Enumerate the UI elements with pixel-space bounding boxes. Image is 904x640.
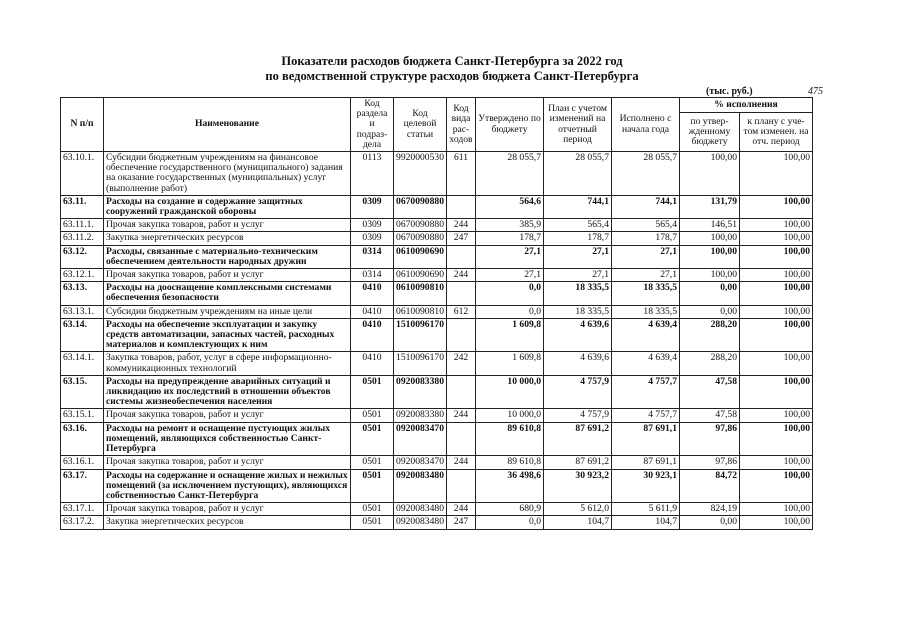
row-approved: 0,0 bbox=[476, 282, 544, 305]
row-name: Расходы на предупреждение аварийных ситуаций и ликвидацию их последствий в отношении объектов системы жизнеобеспечения населения bbox=[104, 375, 351, 409]
row-name: Закупка товаров, работ, услуг в сфере информационно-коммуникационных технологий bbox=[104, 352, 351, 375]
row-section: 0314 bbox=[351, 245, 394, 268]
row-pct-plan: 100,00 bbox=[740, 219, 813, 232]
row-num: 63.13.1. bbox=[61, 305, 104, 318]
row-pct-approved: 100,00 bbox=[680, 245, 740, 268]
row-executed: 104,7 bbox=[612, 516, 680, 529]
row-target: 0670090880 bbox=[394, 195, 447, 218]
row-executed: 5 611,9 bbox=[612, 503, 680, 516]
row-executed: 4 639,4 bbox=[612, 318, 680, 352]
table-row bbox=[61, 352, 813, 375]
row-pct-plan: 100,00 bbox=[740, 456, 813, 469]
row-approved: 385,9 bbox=[476, 219, 544, 232]
budget-table bbox=[60, 97, 813, 530]
row-type bbox=[447, 375, 476, 409]
row-type bbox=[447, 245, 476, 268]
row-num: 63.16.1. bbox=[61, 456, 104, 469]
row-pct-approved: 100,00 bbox=[680, 232, 740, 245]
row-pct-plan: 100,00 bbox=[740, 422, 813, 456]
row-name: Расходы на создание и содержание защитных сооружений гражданской обороны bbox=[104, 195, 351, 218]
row-type bbox=[447, 282, 476, 305]
row-section: 0501 bbox=[351, 456, 394, 469]
row-plan: 4 757,9 bbox=[544, 409, 612, 422]
row-section: 0501 bbox=[351, 469, 394, 503]
row-pct-plan: 100,00 bbox=[740, 352, 813, 375]
row-target: 1510096170 bbox=[394, 318, 447, 352]
row-type: 244 bbox=[447, 409, 476, 422]
row-section: 0501 bbox=[351, 409, 394, 422]
row-name: Расходы на ремонт и оснащение пустующих жилых помещений, являющихся собственностью Санкт-Петербурга bbox=[104, 422, 351, 456]
row-plan: 4 757,9 bbox=[544, 375, 612, 409]
table-row bbox=[61, 219, 813, 232]
row-pct-approved: 100,00 bbox=[680, 152, 740, 196]
header-pct-approved: по утвер-жденному бюджету bbox=[680, 113, 740, 152]
row-pct-plan: 100,00 bbox=[740, 409, 813, 422]
row-pct-plan: 100,00 bbox=[740, 152, 813, 196]
row-executed: 87 691,1 bbox=[612, 422, 680, 456]
row-section: 0309 bbox=[351, 232, 394, 245]
row-name: Субсидии бюджетным учреждениям на иные цели bbox=[104, 305, 351, 318]
row-num: 63.12. bbox=[61, 245, 104, 268]
row-name: Расходы на дооснащение комплексными системами обеспечения безопасности bbox=[104, 282, 351, 305]
header-pct-group: % исполнения bbox=[680, 98, 813, 113]
row-type bbox=[447, 195, 476, 218]
row-type bbox=[447, 469, 476, 503]
row-name: Прочая закупка товаров, работ и услуг bbox=[104, 269, 351, 282]
row-executed: 30 923,1 bbox=[612, 469, 680, 503]
row-num: 63.11.2. bbox=[61, 232, 104, 245]
row-approved: 89 610,8 bbox=[476, 456, 544, 469]
row-plan: 744,1 bbox=[544, 195, 612, 218]
header-type: Код вида рас-ходов bbox=[447, 98, 476, 152]
row-pct-approved: 824,19 bbox=[680, 503, 740, 516]
row-plan: 87 691,2 bbox=[544, 422, 612, 456]
row-plan: 565,4 bbox=[544, 219, 612, 232]
row-num: 63.17.2. bbox=[61, 516, 104, 529]
row-executed: 18 335,5 bbox=[612, 305, 680, 318]
table-row bbox=[61, 245, 813, 268]
row-section: 0501 bbox=[351, 503, 394, 516]
row-name: Закупка энергетических ресурсов bbox=[104, 516, 351, 529]
row-pct-plan: 100,00 bbox=[740, 469, 813, 503]
table-row bbox=[61, 305, 813, 318]
row-name: Прочая закупка товаров, работ и услуг bbox=[104, 503, 351, 516]
row-approved: 28 055,7 bbox=[476, 152, 544, 196]
row-section: 0309 bbox=[351, 195, 394, 218]
row-section: 0113 bbox=[351, 152, 394, 196]
row-approved: 10 000,0 bbox=[476, 409, 544, 422]
row-name: Субсидии бюджетным учреждениям на финансовое обеспечение государственного (муниципального) задания на оказание государственных (муниципальных) услуг (выполнение работ) bbox=[104, 152, 351, 196]
row-approved: 1 609,8 bbox=[476, 352, 544, 375]
row-num: 63.17. bbox=[61, 469, 104, 503]
row-executed: 4 757,7 bbox=[612, 409, 680, 422]
row-target: 0610090690 bbox=[394, 269, 447, 282]
header-approved: Утверждено по бюджету bbox=[476, 98, 544, 152]
row-approved: 36 498,6 bbox=[476, 469, 544, 503]
row-plan: 87 691,2 bbox=[544, 456, 612, 469]
table-row bbox=[61, 195, 813, 218]
row-target: 0920083480 bbox=[394, 503, 447, 516]
row-num: 63.15. bbox=[61, 375, 104, 409]
row-pct-approved: 47,58 bbox=[680, 409, 740, 422]
row-name: Закупка энергетических ресурсов bbox=[104, 232, 351, 245]
row-name: Прочая закупка товаров, работ и услуг bbox=[104, 219, 351, 232]
row-pct-plan: 100,00 bbox=[740, 245, 813, 268]
table-row bbox=[61, 375, 813, 409]
row-plan: 5 612,0 bbox=[544, 503, 612, 516]
row-section: 0410 bbox=[351, 282, 394, 305]
row-name: Прочая закупка товаров, работ и услуг bbox=[104, 456, 351, 469]
row-section: 0410 bbox=[351, 352, 394, 375]
row-num: 63.14.1. bbox=[61, 352, 104, 375]
row-approved: 10 000,0 bbox=[476, 375, 544, 409]
row-name: Прочая закупка товаров, работ и услуг bbox=[104, 409, 351, 422]
row-executed: 4 639,4 bbox=[612, 352, 680, 375]
row-approved: 680,9 bbox=[476, 503, 544, 516]
row-type: 244 bbox=[447, 219, 476, 232]
table-row bbox=[61, 456, 813, 469]
table-row bbox=[61, 318, 813, 352]
row-target: 0610090690 bbox=[394, 245, 447, 268]
table-row bbox=[61, 422, 813, 456]
row-executed: 28 055,7 bbox=[612, 152, 680, 196]
row-pct-plan: 100,00 bbox=[740, 269, 813, 282]
table-row bbox=[61, 469, 813, 503]
row-target: 9920000530 bbox=[394, 152, 447, 196]
row-num: 63.17.1. bbox=[61, 503, 104, 516]
row-type: 247 bbox=[447, 232, 476, 245]
row-pct-plan: 100,00 bbox=[740, 318, 813, 352]
header-name: Наименование bbox=[104, 98, 351, 152]
page-number: 475 bbox=[808, 86, 823, 97]
row-target: 0610090810 bbox=[394, 282, 447, 305]
row-plan: 18 335,5 bbox=[544, 305, 612, 318]
header-target: Код целевой статьи bbox=[394, 98, 447, 152]
row-section: 0501 bbox=[351, 375, 394, 409]
header-plan: План с учетом изменений на отчетный период bbox=[544, 98, 612, 152]
row-pct-approved: 288,20 bbox=[680, 318, 740, 352]
row-plan: 104,7 bbox=[544, 516, 612, 529]
row-plan: 178,7 bbox=[544, 232, 612, 245]
row-name: Расходы на содержание и оснащение жилых и нежилых помещений (за исключением пустующих), являющихся собственностью Санкт-Петербурга bbox=[104, 469, 351, 503]
row-approved: 27,1 bbox=[476, 245, 544, 268]
row-executed: 87 691,1 bbox=[612, 456, 680, 469]
table-row bbox=[61, 232, 813, 245]
row-num: 63.13. bbox=[61, 282, 104, 305]
row-target: 0920083480 bbox=[394, 516, 447, 529]
row-approved: 89 610,8 bbox=[476, 422, 544, 456]
row-approved: 1 609,8 bbox=[476, 318, 544, 352]
row-num: 63.14. bbox=[61, 318, 104, 352]
table-row bbox=[61, 409, 813, 422]
row-pct-plan: 100,00 bbox=[740, 195, 813, 218]
row-approved: 178,7 bbox=[476, 232, 544, 245]
row-executed: 565,4 bbox=[612, 219, 680, 232]
report-title-line2: по ведомственной структуре расходов бюджета Санкт-Петербурга bbox=[265, 69, 639, 83]
row-type: 244 bbox=[447, 269, 476, 282]
row-pct-approved: 100,00 bbox=[680, 269, 740, 282]
row-section: 0410 bbox=[351, 305, 394, 318]
row-pct-approved: 0,00 bbox=[680, 282, 740, 305]
row-type: 611 bbox=[447, 152, 476, 196]
row-approved: 0,0 bbox=[476, 516, 544, 529]
table-row bbox=[61, 269, 813, 282]
row-executed: 18 335,5 bbox=[612, 282, 680, 305]
row-section: 0410 bbox=[351, 318, 394, 352]
row-target: 0920083480 bbox=[394, 469, 447, 503]
row-type: 244 bbox=[447, 456, 476, 469]
row-target: 0920083380 bbox=[394, 409, 447, 422]
row-type bbox=[447, 318, 476, 352]
row-target: 1510096170 bbox=[394, 352, 447, 375]
row-type: 244 bbox=[447, 503, 476, 516]
row-type: 242 bbox=[447, 352, 476, 375]
row-num: 63.11. bbox=[61, 195, 104, 218]
row-plan: 4 639,6 bbox=[544, 318, 612, 352]
row-name: Расходы, связанные с материально-техническим обеспечением деятельности народных дружин bbox=[104, 245, 351, 268]
row-pct-plan: 100,00 bbox=[740, 282, 813, 305]
row-executed: 4 757,7 bbox=[612, 375, 680, 409]
row-pct-approved: 84,72 bbox=[680, 469, 740, 503]
row-type: 612 bbox=[447, 305, 476, 318]
row-plan: 4 639,6 bbox=[544, 352, 612, 375]
row-section: 0501 bbox=[351, 422, 394, 456]
row-plan: 28 055,7 bbox=[544, 152, 612, 196]
row-section: 0314 bbox=[351, 269, 394, 282]
table-row bbox=[61, 503, 813, 516]
row-pct-plan: 100,00 bbox=[740, 516, 813, 529]
report-title-line1: Показатели расходов бюджета Санкт-Петербурга за 2022 год bbox=[281, 54, 623, 68]
row-target: 0920083470 bbox=[394, 456, 447, 469]
row-approved: 0,0 bbox=[476, 305, 544, 318]
row-num: 63.15.1. bbox=[61, 409, 104, 422]
row-pct-approved: 47,58 bbox=[680, 375, 740, 409]
row-approved: 564,6 bbox=[476, 195, 544, 218]
row-section: 0309 bbox=[351, 219, 394, 232]
units-label: (тыс. руб.) bbox=[706, 86, 753, 97]
row-num: 63.10.1. bbox=[61, 152, 104, 196]
row-target: 0610090810 bbox=[394, 305, 447, 318]
row-executed: 178,7 bbox=[612, 232, 680, 245]
header-num: N п/п bbox=[61, 98, 104, 152]
row-pct-approved: 146,51 bbox=[680, 219, 740, 232]
row-pct-plan: 100,00 bbox=[740, 305, 813, 318]
row-pct-approved: 288,20 bbox=[680, 352, 740, 375]
row-pct-approved: 0,00 bbox=[680, 516, 740, 529]
row-target: 0920083470 bbox=[394, 422, 447, 456]
row-section: 0501 bbox=[351, 516, 394, 529]
table-row bbox=[61, 516, 813, 529]
row-executed: 744,1 bbox=[612, 195, 680, 218]
row-pct-plan: 100,00 bbox=[740, 232, 813, 245]
row-approved: 27,1 bbox=[476, 269, 544, 282]
row-executed: 27,1 bbox=[612, 245, 680, 268]
header-section: Код раздела и подраз-дела bbox=[351, 98, 394, 152]
row-plan: 30 923,2 bbox=[544, 469, 612, 503]
row-num: 63.12.1. bbox=[61, 269, 104, 282]
table-row bbox=[61, 282, 813, 305]
row-num: 63.11.1. bbox=[61, 219, 104, 232]
row-pct-plan: 100,00 bbox=[740, 375, 813, 409]
row-target: 0920083380 bbox=[394, 375, 447, 409]
row-type bbox=[447, 422, 476, 456]
row-pct-plan: 100,00 bbox=[740, 503, 813, 516]
row-plan: 18 335,5 bbox=[544, 282, 612, 305]
row-target: 0670090880 bbox=[394, 232, 447, 245]
row-pct-approved: 131,79 bbox=[680, 195, 740, 218]
row-target: 0670090880 bbox=[394, 219, 447, 232]
row-pct-approved: 0,00 bbox=[680, 305, 740, 318]
row-pct-approved: 97,86 bbox=[680, 422, 740, 456]
row-pct-approved: 97,86 bbox=[680, 456, 740, 469]
row-name: Расходы на обеспечение эксплуатации и закупку средств автоматизации, запасных частей, расходных материалов и комплектующих к ним bbox=[104, 318, 351, 352]
row-type: 247 bbox=[447, 516, 476, 529]
row-executed: 27,1 bbox=[612, 269, 680, 282]
header-pct-plan: к плану с уче-том изменен. на отч. период bbox=[740, 113, 813, 152]
row-plan: 27,1 bbox=[544, 245, 612, 268]
table-row bbox=[61, 152, 813, 196]
header-executed: Исполнено с начала года bbox=[612, 98, 680, 152]
row-plan: 27,1 bbox=[544, 269, 612, 282]
row-num: 63.16. bbox=[61, 422, 104, 456]
